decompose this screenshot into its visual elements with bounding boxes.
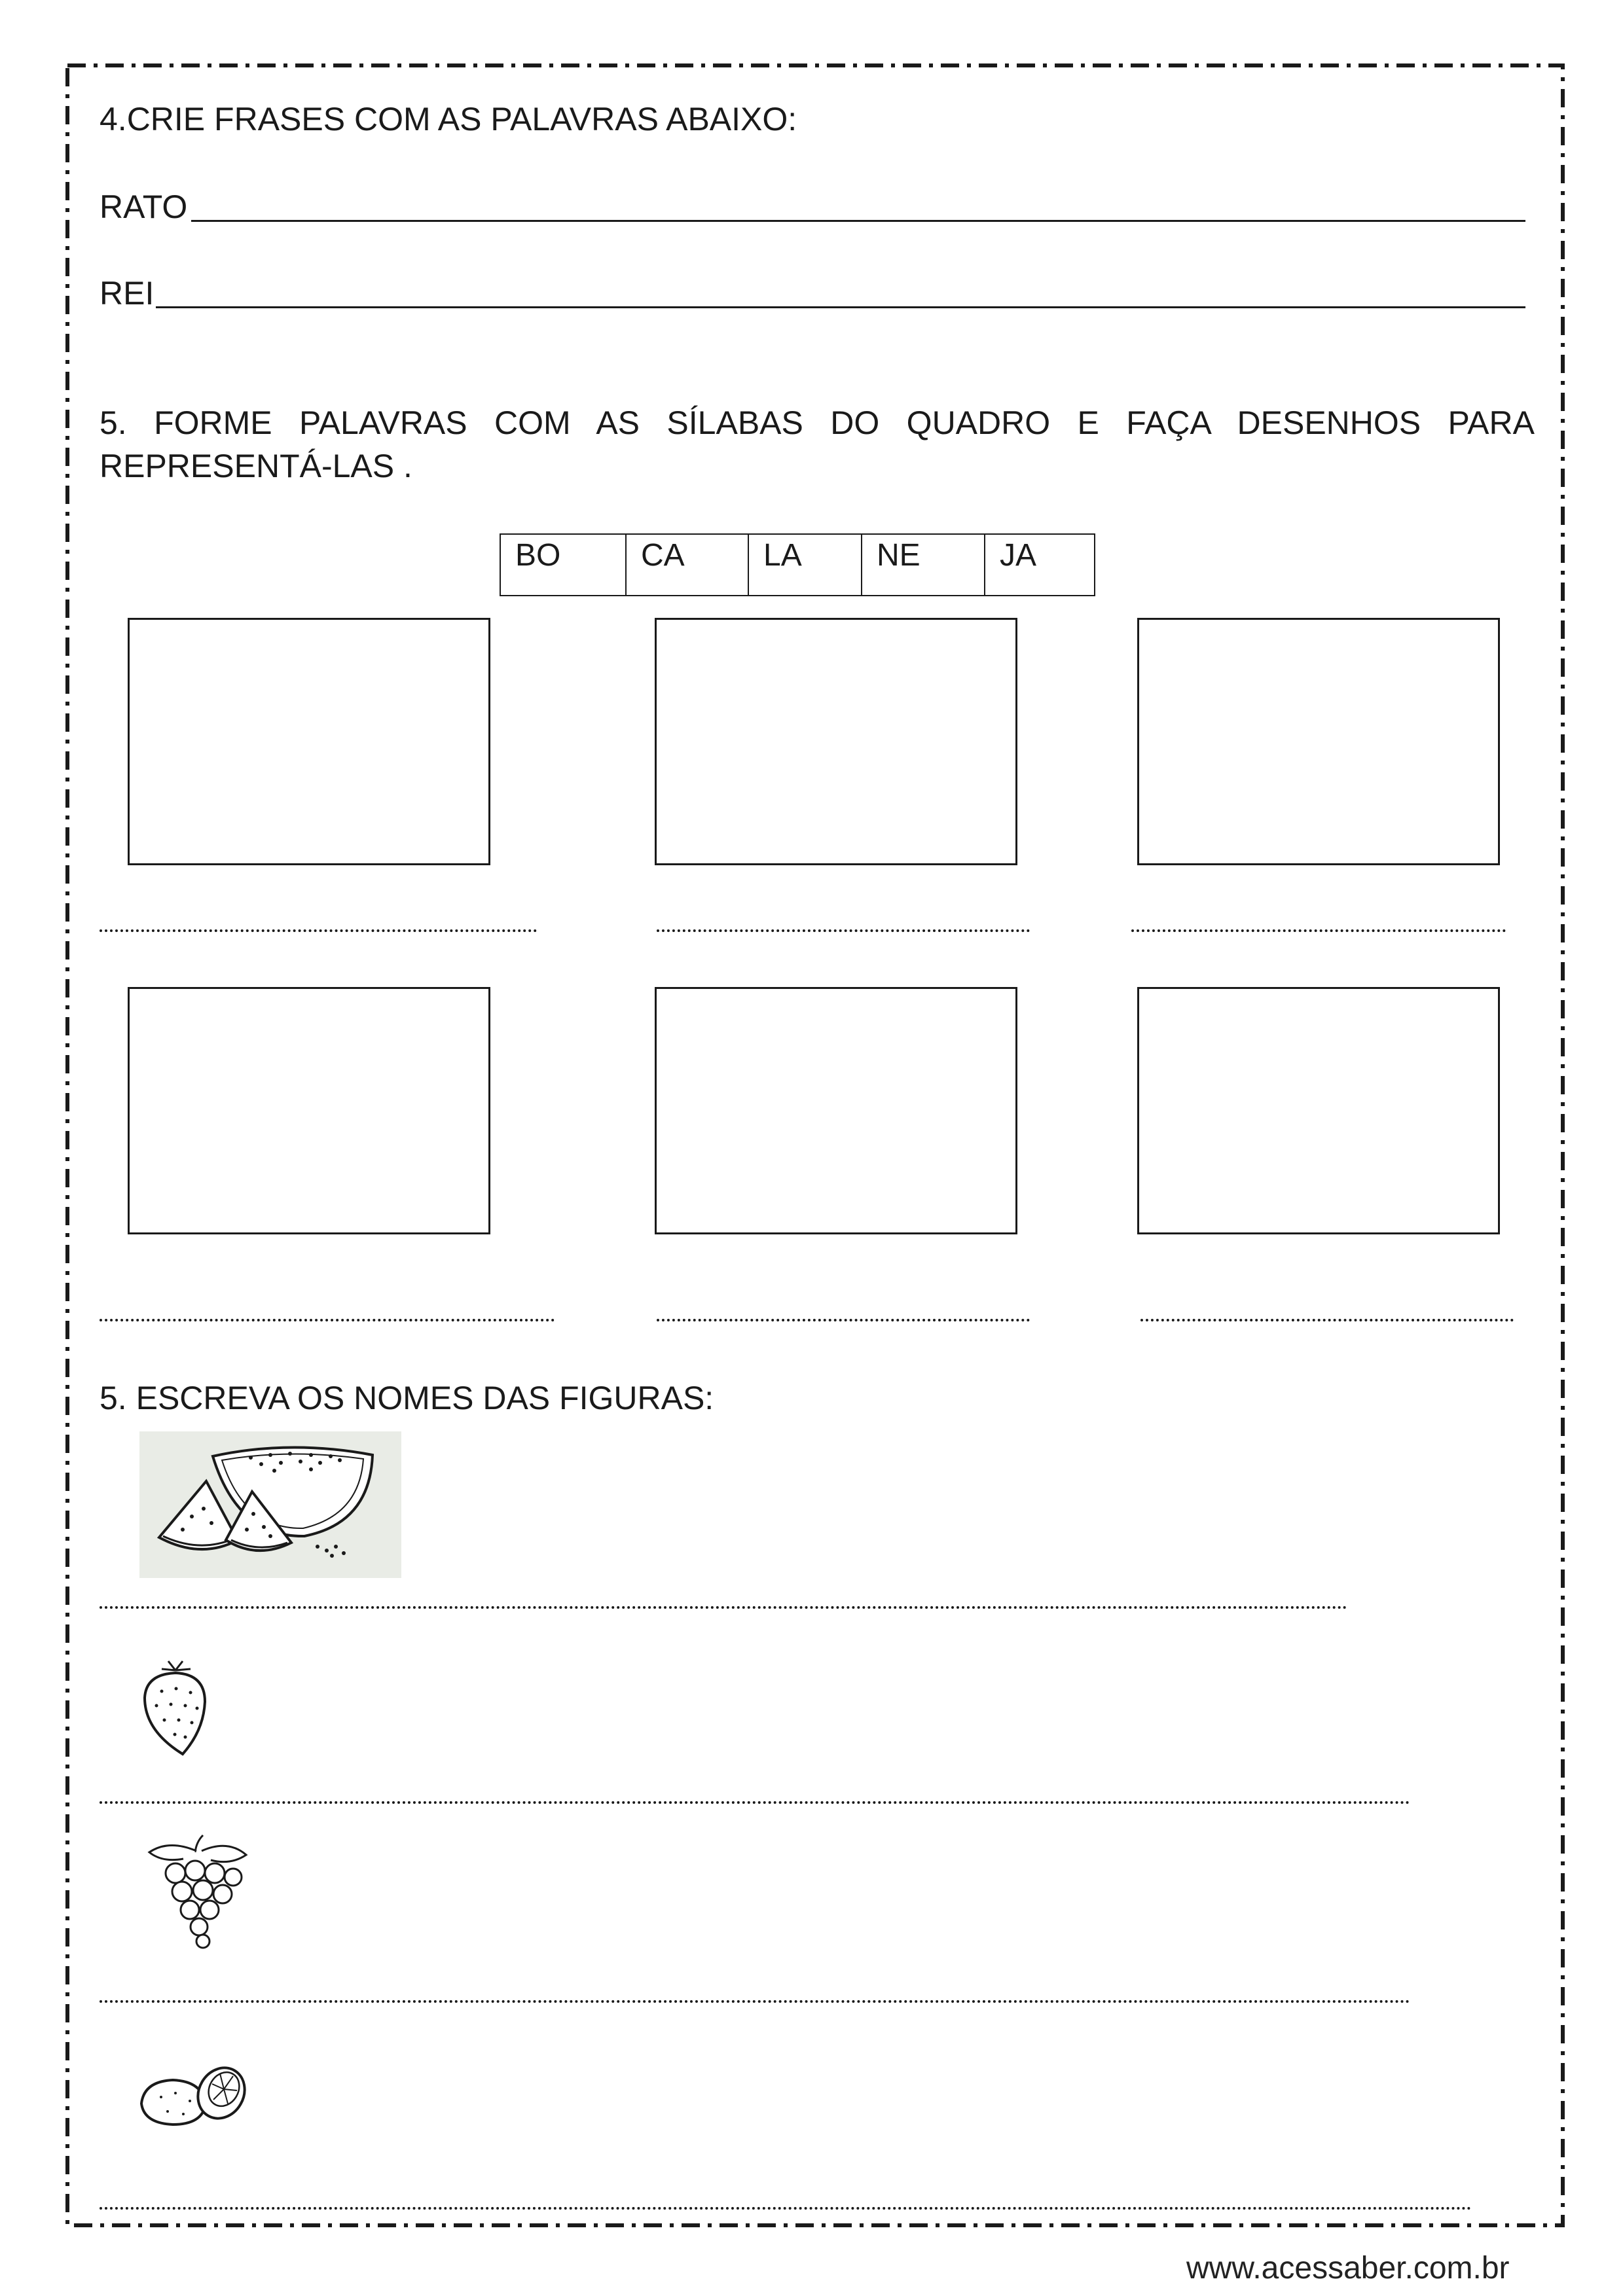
answer-line[interactable] — [1131, 929, 1506, 932]
exercise-5-instruction-cont: REPRESENTÁ-LAS . — [100, 448, 412, 484]
word-rato: RATO — [100, 188, 188, 225]
watermelon-icon — [139, 1431, 401, 1578]
answer-line[interactable] — [100, 1801, 1410, 1804]
syllable-table — [500, 533, 1095, 596]
drawing-box[interactable] — [1137, 618, 1500, 865]
word-rei: REI — [100, 275, 155, 312]
drawing-box[interactable] — [128, 618, 490, 865]
strawberry-icon — [139, 1659, 211, 1757]
exercise-4-title: 4.CRIE FRASES COM AS PALAVRAS ABAIXO: — [100, 101, 797, 137]
answer-line[interactable] — [100, 2207, 1472, 2210]
syllable-cell: BO — [500, 534, 626, 596]
answer-line[interactable] — [100, 1319, 555, 1321]
answer-line[interactable] — [1140, 1319, 1514, 1321]
exercise-5-instruction: 5. FORME PALAVRAS COM AS SÍLABAS DO QUADRO E FAÇA DESENHOS PARA — [100, 404, 1535, 441]
figures-title: 5. ESCREVA OS NOMES DAS FIGURAS: — [100, 1380, 714, 1416]
syllable-cell: JA — [985, 534, 1095, 596]
answer-line[interactable] — [100, 1606, 1347, 1609]
answer-line[interactable] — [657, 929, 1030, 932]
syllable-cell: LA — [748, 534, 862, 596]
sentence-line-rato[interactable] — [191, 220, 1525, 222]
drawing-box[interactable] — [1137, 987, 1500, 1234]
answer-line[interactable] — [100, 2000, 1410, 2003]
drawing-box[interactable] — [655, 987, 1017, 1234]
answer-line[interactable] — [100, 929, 537, 932]
sentence-line-rei[interactable] — [156, 306, 1525, 308]
footer-website[interactable]: www.acessaber.com.br — [1186, 2251, 1510, 2286]
syllable-cell: NE — [862, 534, 985, 596]
grapes-icon — [143, 1833, 254, 1950]
answer-line[interactable] — [657, 1319, 1030, 1321]
drawing-box[interactable] — [655, 618, 1017, 865]
drawing-box[interactable] — [128, 987, 490, 1234]
syllable-cell: CA — [626, 534, 748, 596]
lemon-icon — [137, 2062, 247, 2127]
